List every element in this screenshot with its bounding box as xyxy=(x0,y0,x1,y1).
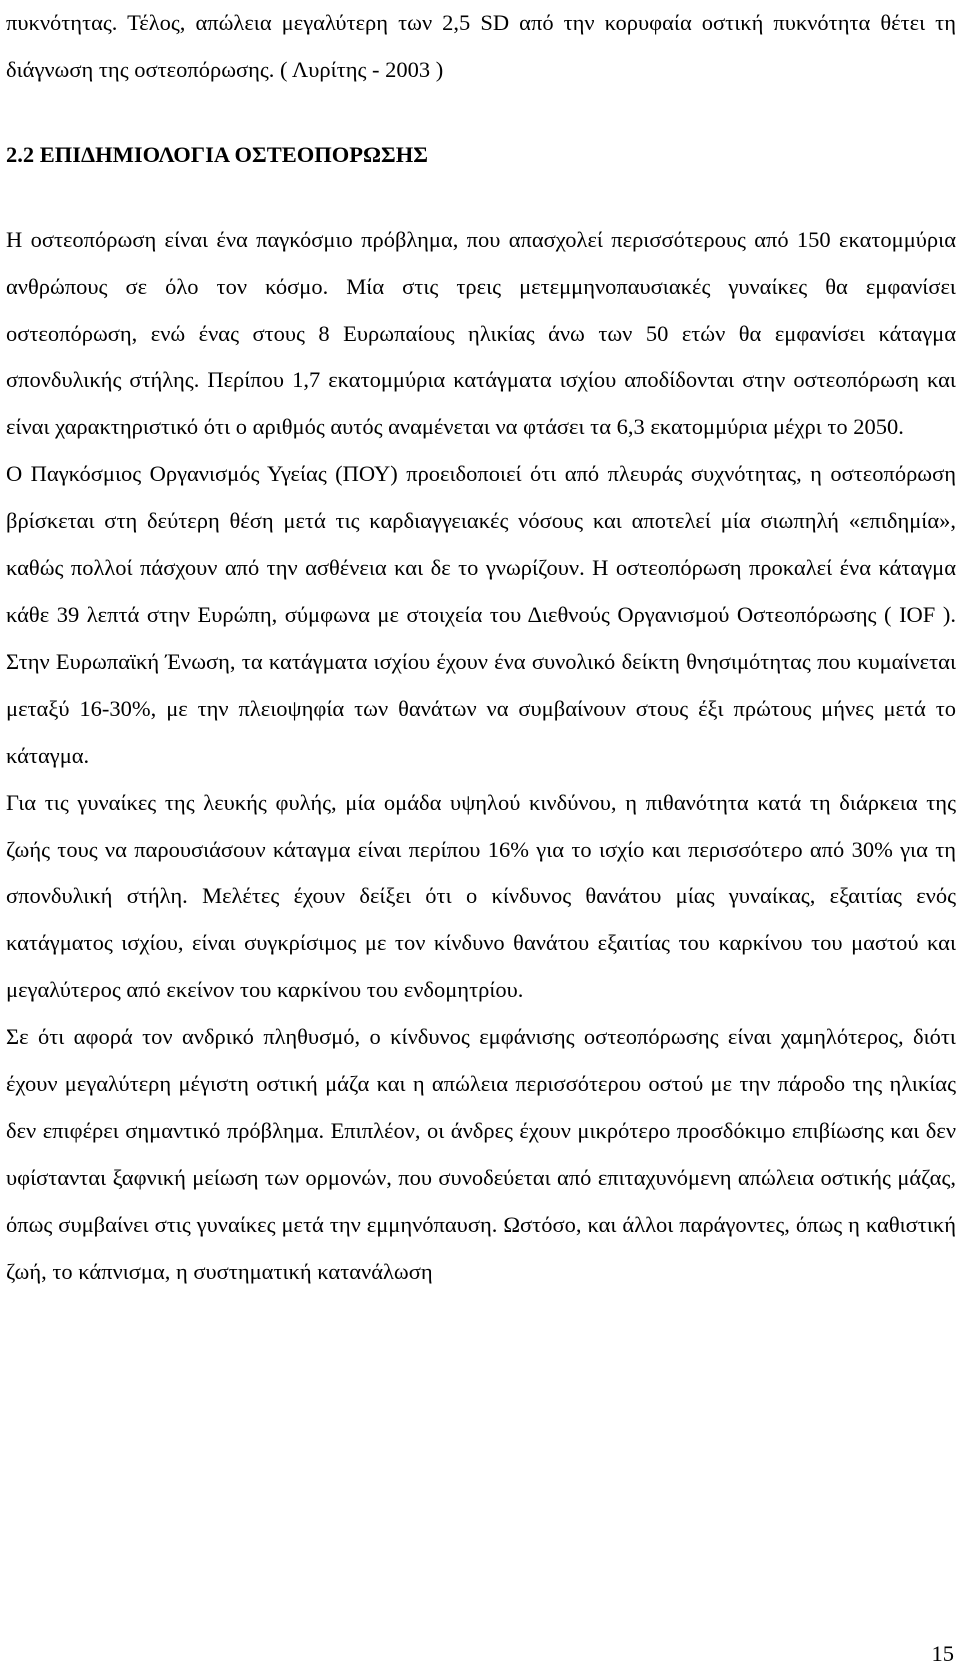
document-page xyxy=(6,0,956,1296)
intro-paragraph: πυκνότητας. Τέλος, απώλεια μεγαλύτερη των 2,5 SD από την κορυφαία οστική πυκνότητα θέτει τη διάγνωση της οστεοπόρωσης. ( Λυρίτης - 2003 ) xyxy=(6,10,956,82)
paragraph-who: Ο Παγκόσμιος Οργανισμός Υγείας (ΠΟΥ) προειδοποιεί ότι από πλευράς συχνότητας, η οστεοπόρωση βρίσκεται στη δεύτερη θέση μετά τις καρδιαγγειακές νόσους και αποτελεί μία σιωπηλή «επιδημία», καθώς πολλοί πάσχουν από την ασθένεια και δε το γνωρίζουν. Η οστεοπόρωση προκαλεί ένα κάταγμα κάθε 39 λεπτά στην Ευρώπη, σύμφωνα με στοιχεία του Διεθνούς Οργανισμού Οστεοπόρωσης ( IOF ). Στην Ευρωπαϊκή Ένωση, τα κατάγματα ισχίου έχουν ένα συνολικό δείκτη θνησιμότητας που κυμαίνεται μεταξύ 16-30%, με την πλειοψηφία των θανάτων να συμβαίνουν στους έξι πρώτους μήνες μετά το κάταγμα. xyxy=(6,461,956,768)
paragraph-men-risk: Σε ότι αφορά τον ανδρικό πληθυσμό, ο κίνδυνος εμφάνισης οστεοπόρωσης είναι χαμηλότερος, διότι έχουν μεγαλύτερη μέγιστη οστική μάζα και η απώλεια περισσότερου οστού με την πάροδο της ηλικίας δεν επιφέρει σημαντικό πρόβλημα. Επιπλέον, οι άνδρες έχουν μικρότερο προσδόκιμο επιβίωσης και δεν υφίστανται ξαφνική μείωση των ορμονών, που συνοδεύεται από επιταχυνόμενη απώλεια οστικής μάζας, όπως συμβαίνει στις γυναίκες μετά την εμμηνόπαυση. Ωστόσο, και άλλοι παράγοντες, όπως η καθιστική ζωή, το κάπνισμα, η συστηματική κατανάλωση xyxy=(6,1024,956,1284)
paragraph-women-risk: Για τις γυναίκες της λευκής φυλής, μία ομάδα υψηλού κινδύνου, η πιθανότητα κατά τη διάρκεια της ζωής τους να παρουσιάσουν κάταγμα είναι περίπου 16% για το ισχίο και περισσότερο από 30% για τη σπονδυλική στήλη. Μελέτες έχουν δείξει ότι ο κίνδυνος θανάτου μίας γυναίκας, εξαιτίας ενός κατάγματος ισχίου, είναι συγκρίσιμος με τον κίνδυνο θανάτου εξαιτίας του καρκίνου του μαστού και μεγαλύτερος από εκείνον του καρκίνου του ενδομητρίου. xyxy=(6,789,956,1003)
page-number: 15 xyxy=(931,1641,954,1666)
section-heading: 2.2 ΕΠΙΔΗΜΙΟΛΟΓΙΑ ΟΣΤΕΟΠΟΡΩΣΗΣ xyxy=(6,141,428,167)
paragraph-epidemiology: Η οστεοπόρωση είναι ένα παγκόσμιο πρόβλημα, που απασχολεί περισσότερους από 150 εκατομμύρια ανθρώπους σε όλο τον κόσμο. Μία στις τρεις μετεμμηνοπαυσιακές γυναίκες θα εμφανίσει οστεοπόρωση, ενώ ένας στους 8 Ευρωπαίους ηλικίας άνω των 50 ετών θα εμφανίσει κάταγμα σπονδυλικής στήλης. Περίπου 1,7 εκατομμύρια κατάγματα ισχίου αποδίδονται στην οστεοπόρωση και είναι χαρακτηριστικό ότι ο αριθμός αυτός αναμένεται να φτάσει τα 6,3 εκατομμύρια μέχρι το 2050. xyxy=(6,226,956,440)
